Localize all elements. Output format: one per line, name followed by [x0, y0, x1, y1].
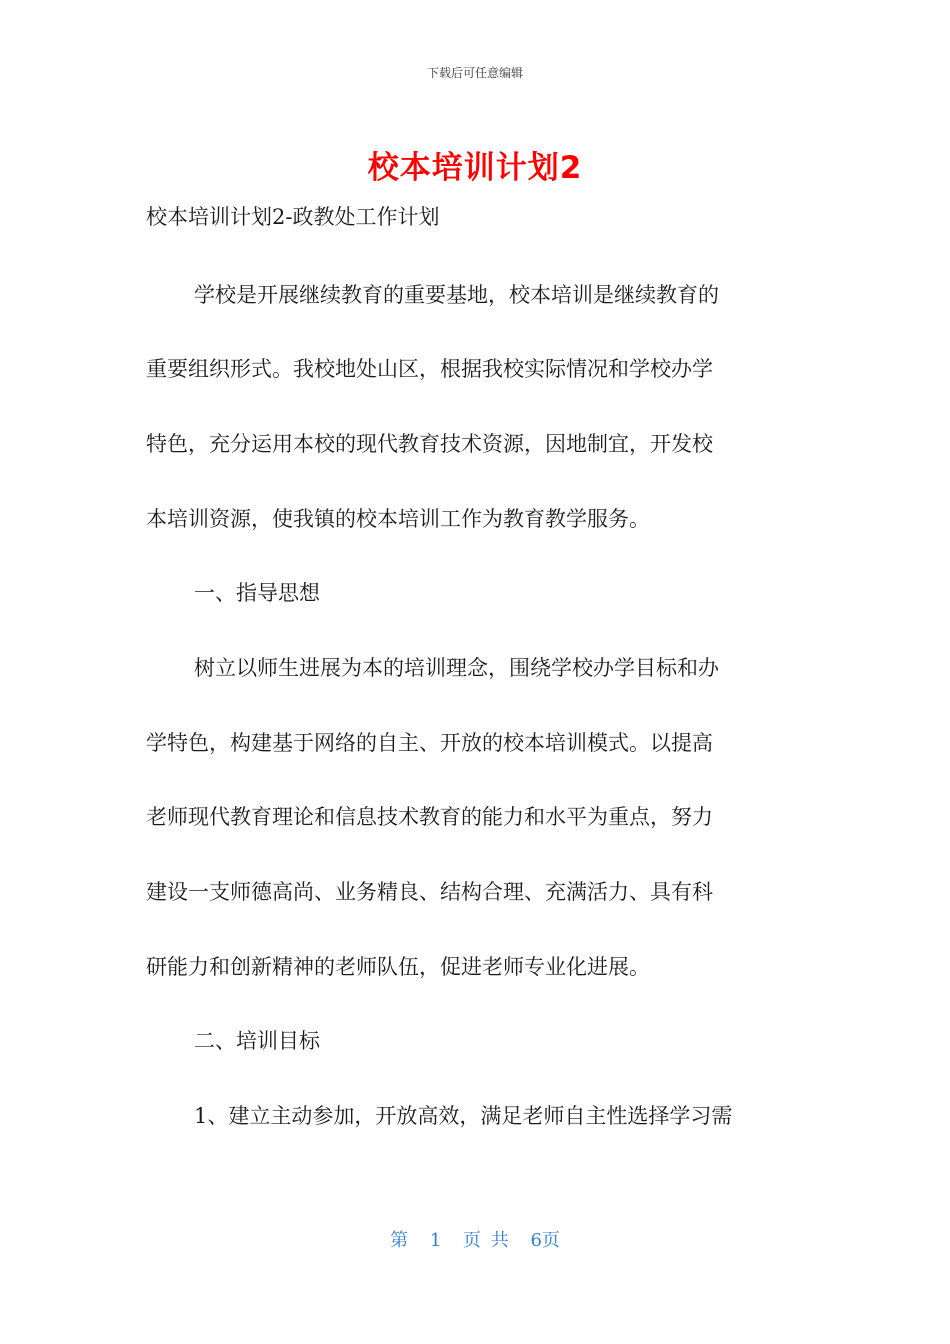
paragraph-line: 学校是开展继续教育的重要基地，校本培训是继续教育的	[194, 283, 719, 307]
page-number-footer	[0, 1226, 950, 1252]
paragraph-line: 树立以师生进展为本的培训理念，围绕学校办学目标和办	[194, 656, 719, 680]
paragraph-line: 研能力和创新精神的老师队伍，促进老师专业化进展。	[146, 955, 650, 979]
paragraph-line: 老师现代教育理论和信息技术教育的能力和水平为重点，努力	[146, 805, 713, 829]
section-heading: 一、指导思想	[194, 581, 320, 605]
section-heading: 二、培训目标	[194, 1029, 320, 1053]
paragraph-line: 1、建立主动参加，开放高效，满足老师自主性选择学习需	[194, 1104, 733, 1128]
paragraph-line: 特色，充分运用本校的现代教育技术资源，因地制宜，开发校	[146, 432, 713, 456]
document-subtitle: 校本培训计划2-政教处工作计划	[146, 205, 440, 229]
header-note: 下载后可任意编辑	[426, 66, 523, 80]
footer-mid: 页 共	[463, 1230, 509, 1251]
footer-total-pages: 6页	[530, 1230, 560, 1251]
footer-prefix: 第	[390, 1230, 409, 1251]
document-title: 校本培训计划2	[367, 150, 583, 186]
footer-current-page: 1	[429, 1230, 442, 1251]
paragraph-line: 本培训资源，使我镇的校本培训工作为教育教学服务。	[146, 507, 650, 531]
paragraph-line: 建设一支师德高尚、业务精良、结构合理、充满活力、具有科	[146, 880, 713, 904]
paragraph-line: 重要组织形式。我校地处山区，根据我校实际情况和学校办学	[146, 357, 713, 381]
paragraph-line: 学特色，构建基于网络的自主、开放的校本培训模式。以提高	[146, 731, 713, 755]
